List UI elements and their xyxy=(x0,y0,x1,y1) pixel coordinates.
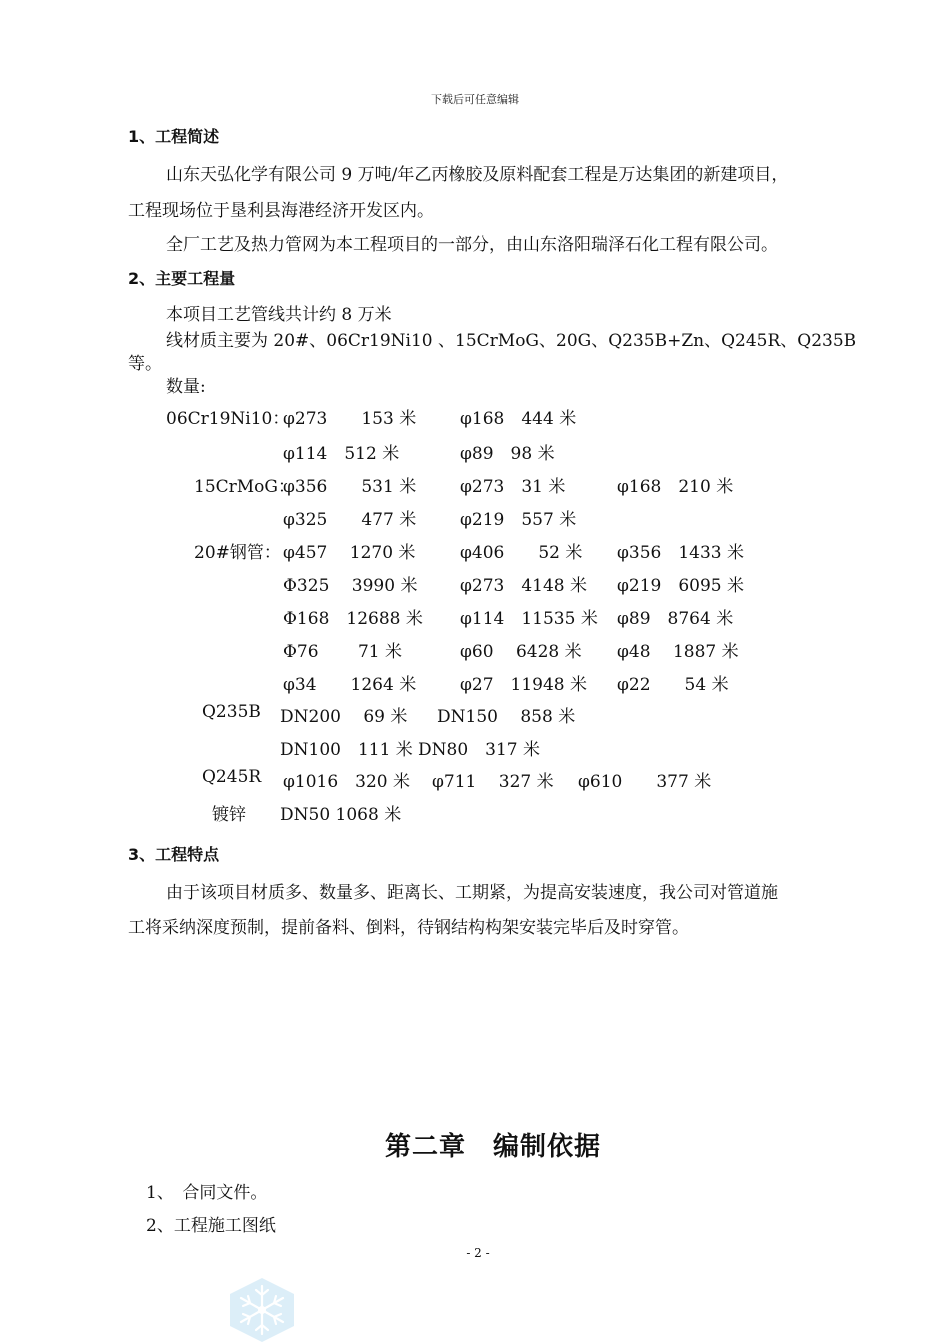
quantity-cell: φ89 98 米 xyxy=(460,444,555,464)
section1-heading: 1、工程简述 xyxy=(128,127,220,146)
quantity-cell: φ48 1887 米 xyxy=(617,642,739,662)
quantity-cell: Φ76 71 米 xyxy=(283,642,403,662)
quantity-cell: φ457 1270 米 xyxy=(283,543,416,563)
quantity-cell: DN80 317 米 xyxy=(418,740,540,760)
section1-para2: 全厂工艺及热力管网为本工程项目的一部分，由山东洛阳瑞泽石化工程有限公司。 xyxy=(166,235,778,255)
quantity-cell: DN200 69 米 xyxy=(280,707,408,727)
quantity-row-label: 06Cr19Ni10： xyxy=(166,409,290,429)
quantity-cell: φ114 11535 米 xyxy=(460,609,598,629)
quantity-cell: φ711 327 米 xyxy=(432,772,554,792)
quantity-cell: φ219 6095 米 xyxy=(617,576,745,596)
section1-para1-line2: 工程现场位于垦利县海港经济开发区内。 xyxy=(128,201,434,221)
page-number: - 2 - xyxy=(466,1246,490,1260)
quantity-row-label: 镀锌 xyxy=(212,805,246,825)
quantity-row-label: Q235B xyxy=(202,702,261,722)
quantity-cell: φ34 1264 米 xyxy=(283,675,417,695)
quantity-cell: φ1016 320 米 xyxy=(283,772,411,792)
quantity-cell: DN50 1068 米 xyxy=(280,805,402,825)
quantity-cell: Φ325 3990 米 xyxy=(283,576,418,596)
quantity-cell: φ273 4148 米 xyxy=(460,576,588,596)
quantity-cell: φ168 210 米 xyxy=(617,477,734,497)
quantity-cell: φ273 153 米 xyxy=(283,409,417,429)
section2-heading: 2、主要工程量 xyxy=(128,269,236,288)
quantity-cell: φ114 512 米 xyxy=(283,444,400,464)
quantity-row-label: Q245R xyxy=(202,767,262,787)
quantity-cell: φ219 557 米 xyxy=(460,510,577,530)
section2-line3: 等。 xyxy=(128,354,162,374)
quantity-cell: φ273 31 米 xyxy=(460,477,566,497)
quantity-cell: φ168 444 米 xyxy=(460,409,577,429)
section3-line1: 由于该项目材质多、数量多、距离长、工期紧，为提高安装速度，我公司对管道施 xyxy=(166,883,778,903)
chapter-item-1: 1、 合同文件。 xyxy=(146,1183,268,1203)
section2-line1: 本项目工艺管线共计约 8 万米 xyxy=(166,305,392,325)
quantity-row-label: 20#钢管： xyxy=(194,543,281,563)
section3-line2: 工将采纳深度预制，提前备料、倒料，待钢结构构架安装完毕后及时穿管。 xyxy=(128,918,689,938)
quantity-cell: φ325 477 米 xyxy=(283,510,417,530)
quantity-cell: φ610 377 米 xyxy=(578,772,712,792)
chapter-title: 第二章 编制依据 xyxy=(384,1132,601,1162)
quantity-cell: Φ168 12688 米 xyxy=(283,609,423,629)
snowflake-icon xyxy=(224,1276,300,1344)
quantity-cell: φ27 11948 米 xyxy=(460,675,588,695)
section2-line2: 线材质主要为 20#、06Cr19Ni10 、15CrMoG、20G、Q235B+Zn、Q245R、Q235B xyxy=(166,331,857,351)
section1-para1-line1: 山东天弘化学有限公司 9 万吨/年乙丙橡胶及原料配套工程是万达集团的新建项目， xyxy=(166,165,789,185)
quantity-row-label: 15CrMoG： xyxy=(194,477,295,497)
quantity-cell: φ356 531 米 xyxy=(283,477,417,497)
quantity-cell: φ60 6428 米 xyxy=(460,642,582,662)
quantity-cell: DN100 111 米 xyxy=(280,740,413,760)
quantity-cell: φ89 8764 米 xyxy=(617,609,734,629)
quantity-cell: φ22 54 米 xyxy=(617,675,729,695)
quantity-cell: φ406 52 米 xyxy=(460,543,583,563)
quantity-cell: DN150 858 米 xyxy=(437,707,576,727)
quantity-cell: φ356 1433 米 xyxy=(617,543,745,563)
quantity-label: 数量: xyxy=(166,377,206,397)
section3-heading: 3、工程特点 xyxy=(128,845,220,864)
chapter-item-2: 2、工程施工图纸 xyxy=(146,1216,276,1236)
page-header: 下载后可任意编辑 xyxy=(431,93,519,106)
